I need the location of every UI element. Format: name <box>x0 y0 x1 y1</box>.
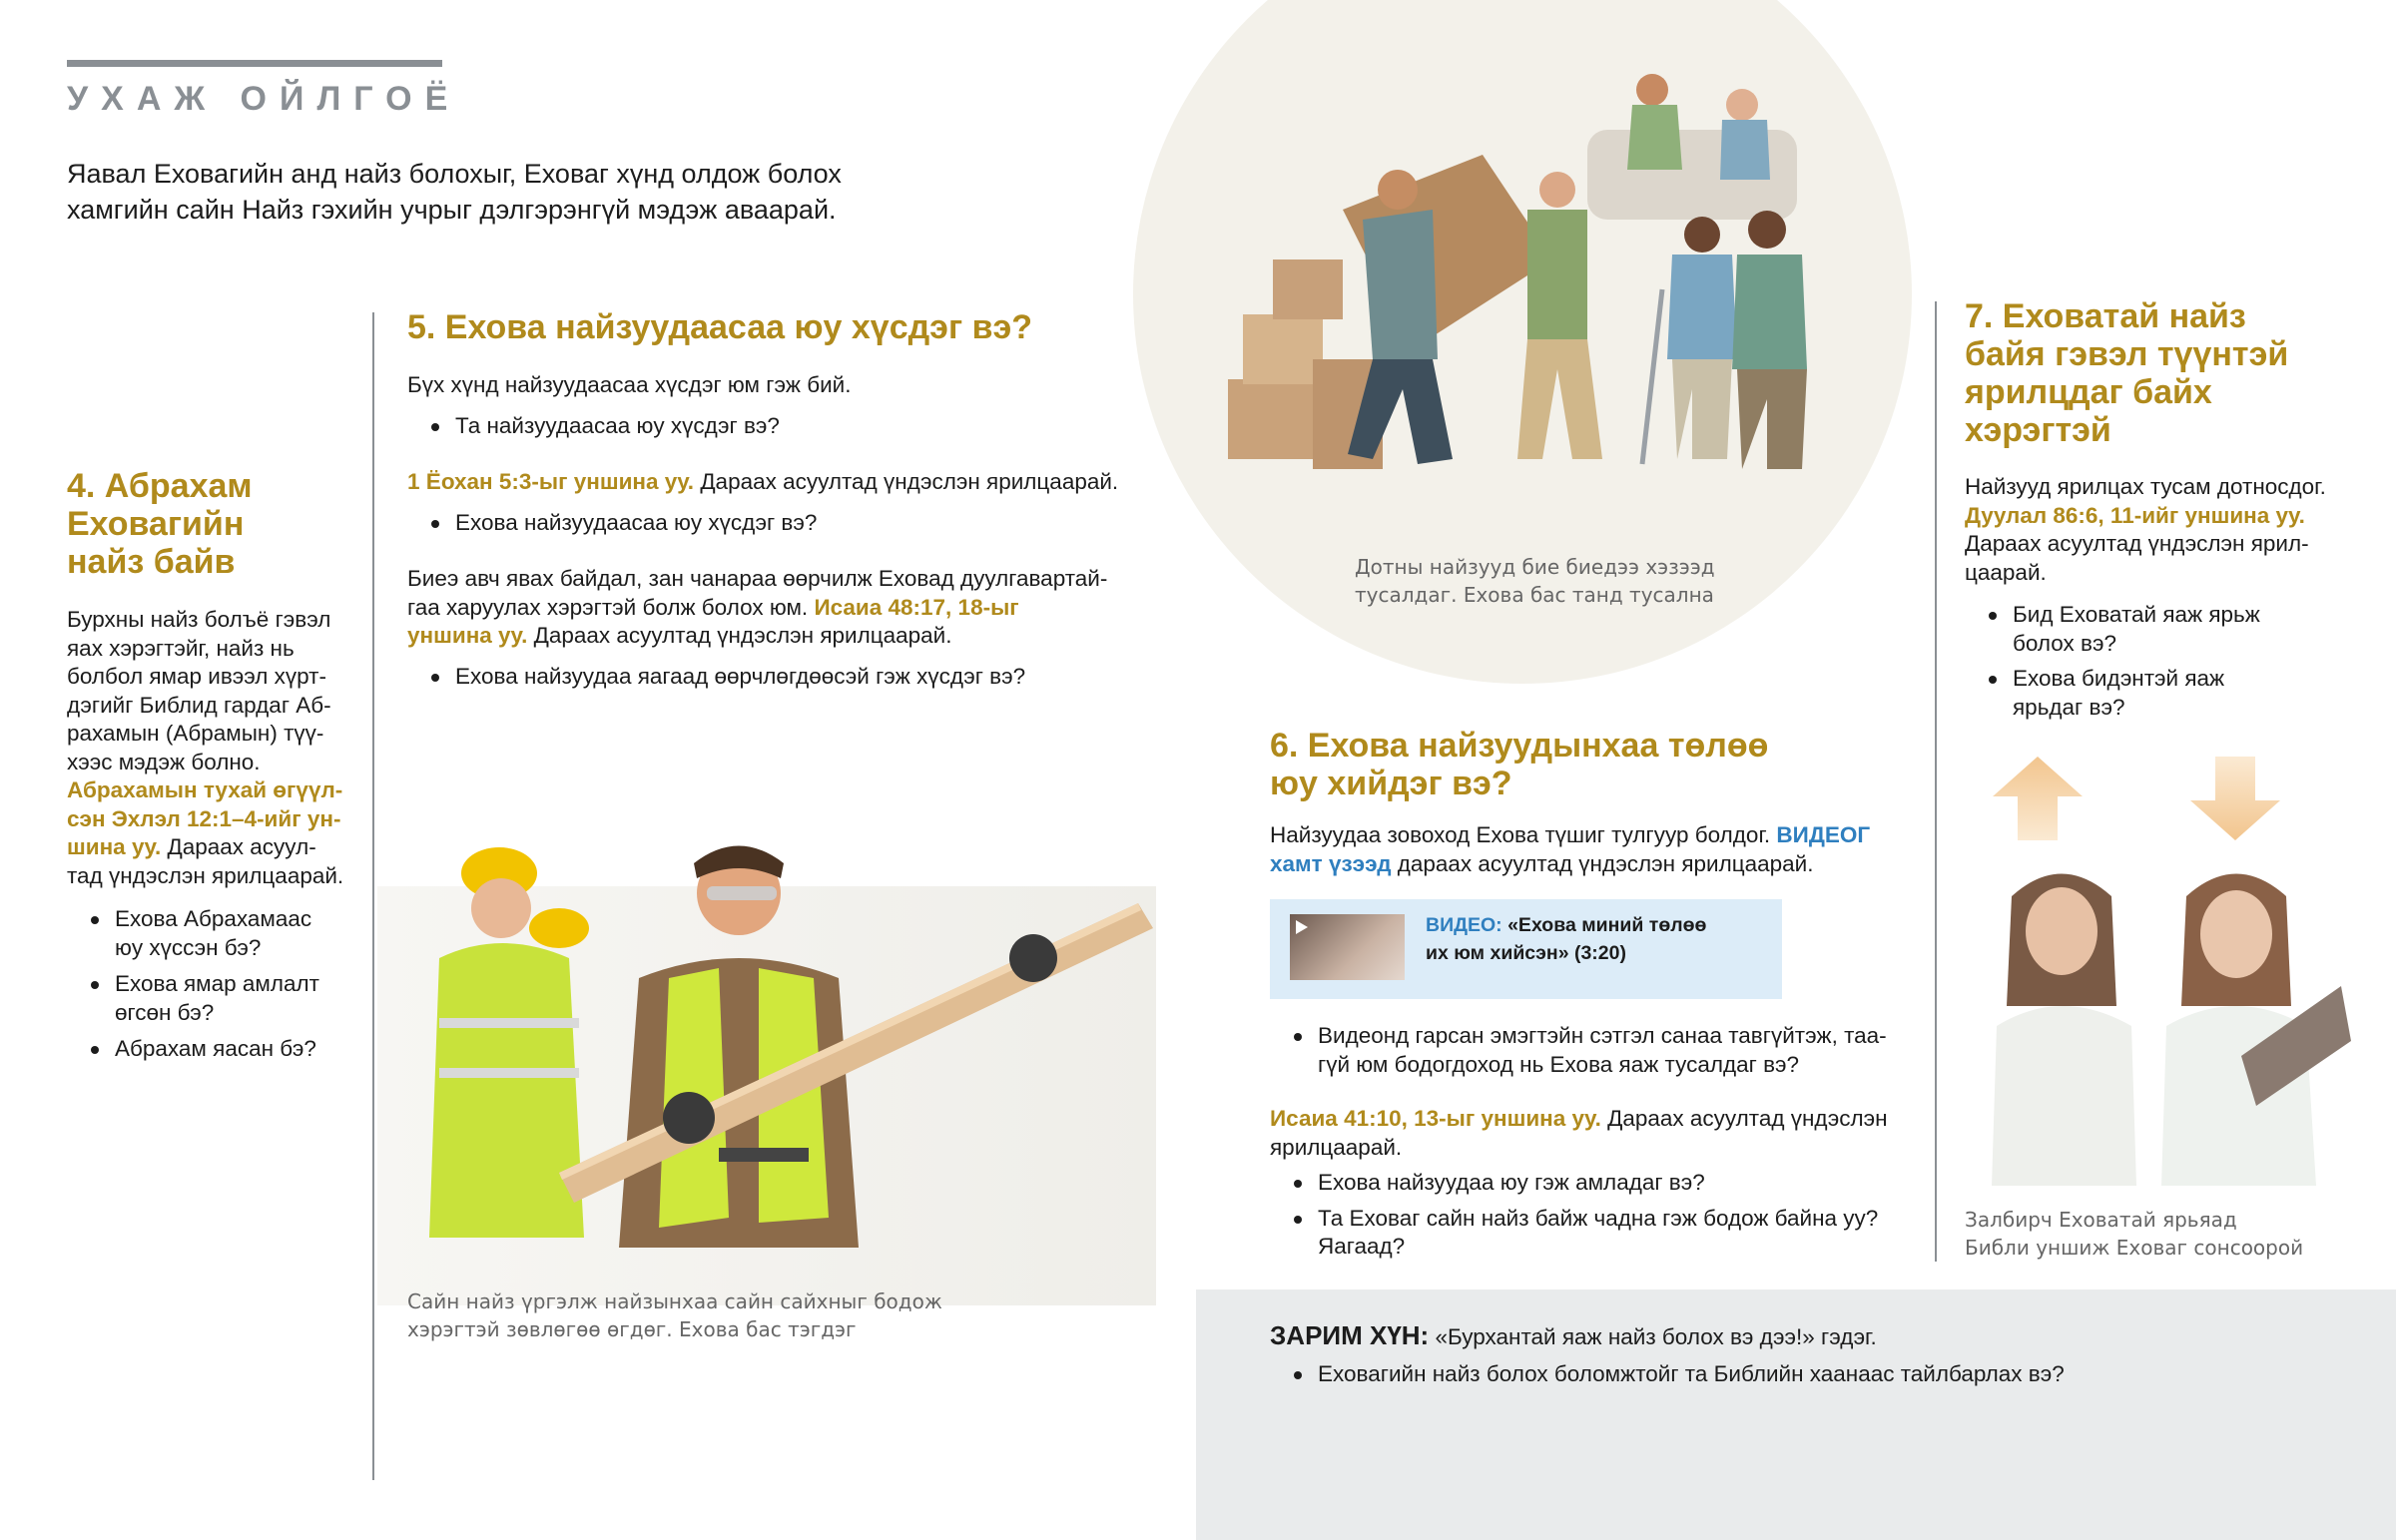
section-4-title: 4. Абрахам Еховагийн найз байв <box>67 467 253 581</box>
question-item: Еховагийн найз болох боломжтойг та Библийн хаанаас тайлбарлах вэ? <box>1270 1360 2368 1389</box>
section-7-questions <box>1965 601 2260 722</box>
couch-friends <box>1587 74 1797 220</box>
some-people-content: ЗАРИМ ХҮН: «Бурхантай яаж найз болох вэ дээ!» гэдэг. Еховагийн найз болох боломжтойг та Библийн хаанаас тайлбарлах вэ? <box>1270 1318 2368 1389</box>
young-worker <box>619 846 859 1249</box>
question-item: Видеонд гарсан эмэгтэйн сэтгэл санаа тавгүйтэж, таа- гүй юм бодогдоход нь Ехова яаж тусалдаг вэ? <box>1270 1022 1909 1079</box>
page-kicker: УХАЖ ОЙЛГОЁ <box>67 80 461 118</box>
question-item: Ехова бидэнтэй яаж ярьдаг вэ? <box>1965 665 2260 722</box>
caption-prayer: Залбирч Еховатай ярьяад Библи уншиж Еховаг сонсоорой <box>1965 1208 2304 1260</box>
intro-text: Яавал Еховагийн анд найз болохыг, Еховаг хүнд олдож болох хамгийн сайн Найз гэхийн учрыг дэлгэрэнгүй мэдэж аваарай. <box>67 159 842 225</box>
caption-workers: Сайн найз үргэлж найзынхаа сайн сайхныг бодож хэрэгтэй зөвлөгөө өгдөг. Ехова бас тэгдэг <box>407 1289 942 1341</box>
carrying-furniture <box>1343 155 1602 464</box>
section-4-body: Бурхны найз болъё гэвэл яах хэрэгтэйг, найз нь болбол ямар ивээл хүрт- дэгийг Библид гардаг Аб- рахамын (Абрамын) түү- хээс мэдэж болно. Абрахамын тухай өгүүл- сэн Эхлэл 12:1–4-ийг ун- шина уу. Дараах асуул- тад үндэслэн ярилцаарай. <box>67 606 366 890</box>
question-item: Ехова найзуудаасаа юу хүсдэг вэ? <box>407 509 1136 538</box>
section-5-title: 5. Ехова найзуудаасаа юу хүсдэг вэ? <box>407 308 1033 346</box>
praying-woman <box>1992 874 2136 1187</box>
section-7-title: 7. Еховатай найз байя гэвэл түүнтэй ярилцдаг байх хэрэгтэй <box>1965 297 2289 449</box>
arrow-up-icon <box>1993 757 2083 840</box>
question-item: Абрахам яасан бэ? <box>67 1035 319 1064</box>
video-label: ВИДЕО: <box>1426 914 1502 936</box>
section-5-content: Бүх хүнд найзуудаасаа хүсдэг юм гэж бий. Та найзуудаасаа юу хүсдэг вэ? 1 Ёохан 5:3-ыг уншина уу. Дараах асуултад үндэслэн ярилцаарай. Ехова найзуудаасаа юу хүсдэг вэ? Биеэ авч явах байдал, зан чанараа өөрчилж Еховад дуулгавартай- гаа харуулах хэрэгтэй болж болох юм. Исаиа 48:17, 18-ыг уншина уу. Дараах асуултад үндэслэн ярилцаарай. Ехова найзуудаа яагаад өөрчлөгдөөсэй гэж хүсдэг вэ? <box>407 371 1136 691</box>
question-item: Ехова Абрахамаас юу хүссэн бэ? <box>67 905 319 962</box>
gloved-hand <box>1009 934 1057 982</box>
praying-and-reading-illustration <box>1987 856 2356 1186</box>
play-icon[interactable] <box>1296 920 1308 934</box>
video-thumbnail[interactable] <box>1290 914 1405 980</box>
scripture-ref: Исаиа 48:17, 18-ыг <box>808 594 1019 620</box>
section-7-body: Найзууд ярилцах тусам дотносдог. Дуулал 86:6, 11-ийг уншина уу. Дараах асуултад үндэслэн ярил- цаарай. <box>1965 473 2364 587</box>
video-link[interactable]: хамт үзээд <box>1270 850 1392 876</box>
question-item: Та Еховаг сайн найз байж чадна гэж бодож байна уу? Яагаад? <box>1270 1205 1909 1262</box>
question-item: Та найзуудаасаа юу хүсдэг вэ? <box>407 412 1136 441</box>
question-item: Ехова найзуудаа юу гэж амладаг вэ? <box>1270 1169 1909 1198</box>
header-rule <box>67 60 442 67</box>
scripture-ref: Исаиа 41:10, 13-ыг уншина уу. <box>1270 1106 1601 1131</box>
column-divider <box>372 312 374 1480</box>
video-link[interactable]: ВИДЕОГ <box>1770 822 1871 847</box>
question-item: Бид Еховатай яаж ярьж болох вэ? <box>1965 601 2260 658</box>
some-people-label: ЗАРИМ ХҮН: <box>1270 1320 1430 1350</box>
video-title: их юм хийсэн» (3:20) <box>1426 942 1626 964</box>
section-4-questions <box>67 905 319 1064</box>
scripture-ref: Абрахамын тухай өгүүл- <box>67 777 343 802</box>
scripture-ref: Дуулал 86:6, 11-ийг уншина уу. <box>1965 502 2305 528</box>
video-info <box>1426 911 1706 967</box>
section-6-title: 6. Ехова найзуудынхаа төлөө юу хийдэг вэ? <box>1270 727 1769 802</box>
scripture-ref: шина уу. <box>67 834 162 859</box>
workers-illustration <box>409 818 1158 1268</box>
gloved-hand <box>663 1092 715 1144</box>
scripture-ref: 1 Ёохан 5:3-ыг уншина уу. <box>407 469 695 494</box>
video-title: «Ехова миний төлөө <box>1501 914 1707 936</box>
helping-injured-friend <box>1642 211 1807 469</box>
caption-friends: Дотны найзууд бие биедээ хэзээд тусалдаг. Ехова бас танд тусална <box>1355 555 1715 607</box>
scripture-ref: сэн Эхлэл 12:1–4-ийг ун- <box>67 805 341 831</box>
scripture-ref: уншина уу. <box>407 623 528 648</box>
video-card[interactable] <box>1270 899 1782 999</box>
arrow-down-icon <box>2190 757 2280 840</box>
question-item: Ехова ямар амлалт өгсөн бэ? <box>67 970 319 1027</box>
section-6-intro: Найзуудаа зовоход Ехова түшиг тулгуур болдог. ВИДЕОГ хамт үзээд дараах асуултад үндэслэн ярилцаарай. <box>1270 822 1871 876</box>
reading-woman <box>2161 874 2351 1187</box>
question-item: Ехова найзуудаа яагаад өөрчлөгдөөсэй гэж хүсдэг вэ? <box>407 663 1136 692</box>
section-6-content: Видеонд гарсан эмэгтэйн сэтгэл санаа тавгүйтэж, таа- гүй юм бодогдоход нь Ехова яаж тусалдаг вэ? Исаиа 41:10, 13-ыг уншина уу. Дараах асуултад үндэслэн ярилцаарай. Ехова найзуудаа юу гэж амладаг вэ? Та Еховаг сайн найз байж чадна гэж бодож байна уу? Яагаад? <box>1270 1022 1909 1262</box>
friends-helping-illustration <box>1223 60 1862 499</box>
column-divider <box>1935 301 1937 1262</box>
